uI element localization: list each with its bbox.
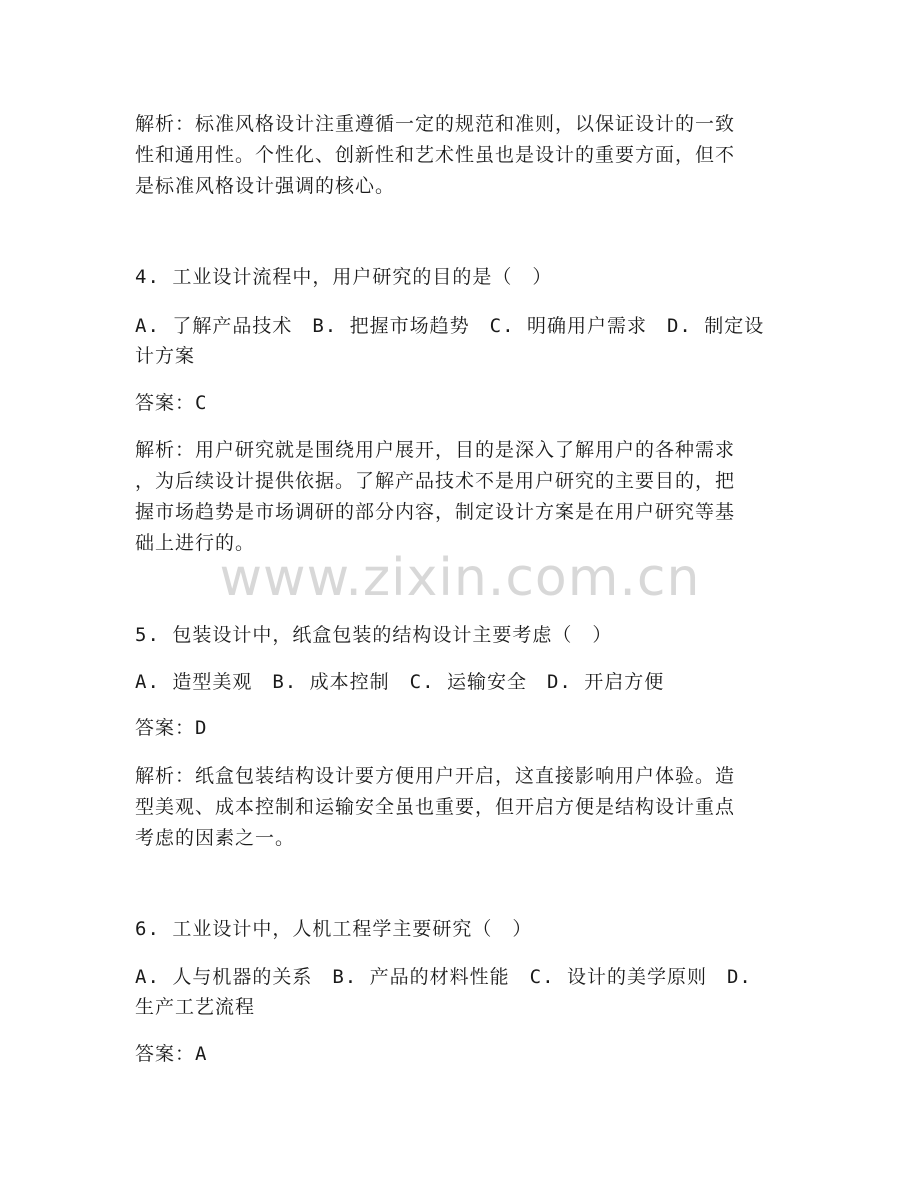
watermark: www.zixin.com.cn — [219, 548, 701, 608]
q6-options-line-2: 生产工艺流程 — [135, 996, 256, 1018]
q6-options-line-1: A. 人与机器的关系 B. 产品的材料性能 C. 设计的美学原则 D. — [135, 966, 752, 988]
q4-explanation-line-4: 础上进行的。 — [135, 532, 256, 554]
q3-explanation-line-2: 性和通用性。个性化、创新性和艺术性虽也是设计的重要方面，但不 — [135, 144, 736, 166]
q6-question: 6. 工业设计中，人机工程学主要研究（ ） — [135, 918, 533, 940]
q3-explanation-line-1: 解析：标准风格设计注重遵循一定的规范和准则，以保证设计的一致 — [135, 113, 736, 135]
q5-explanation-line-3: 考虑的因素之一。 — [135, 827, 296, 849]
q6-answer: 答案：A — [135, 1043, 208, 1065]
q4-question: 4. 工业设计流程中，用户研究的目的是（ ） — [135, 266, 553, 288]
q5-options-line-1: A. 造型美观 B. 成本控制 C. 运输安全 D. 开启方便 — [135, 671, 665, 693]
q4-explanation-line-3: 握市场趋势是市场调研的部分内容，制定设计方案是在用户研究等基 — [135, 501, 736, 523]
q5-answer: 答案：D — [135, 717, 208, 739]
q4-answer: 答案：C — [135, 392, 208, 414]
q5-question: 5. 包装设计中，纸盒包装的结构设计主要考虑（ ） — [135, 624, 613, 646]
q4-options-line-2: 计方案 — [135, 345, 196, 367]
q4-explanation-line-2: ，为后续设计提供依据。了解产品技术不是用户研究的主要目的，把 — [135, 470, 736, 492]
q5-explanation-line-1: 解析：纸盒包装结构设计要方便用户开启，这直接影响用户体验。造 — [135, 765, 736, 787]
q5-explanation-line-2: 型美观、成本控制和运输安全虽也重要，但开启方便是结构设计重点 — [135, 796, 736, 818]
q4-options-line-1: A. 了解产品技术 B. 把握市场趋势 C. 明确用户需求 D. 制定设 — [135, 315, 765, 337]
q4-explanation-line-1: 解析：用户研究就是围绕用户展开，目的是深入了解用户的各种需求 — [135, 439, 736, 461]
q3-explanation-line-3: 是标准风格设计强调的核心。 — [135, 175, 396, 197]
